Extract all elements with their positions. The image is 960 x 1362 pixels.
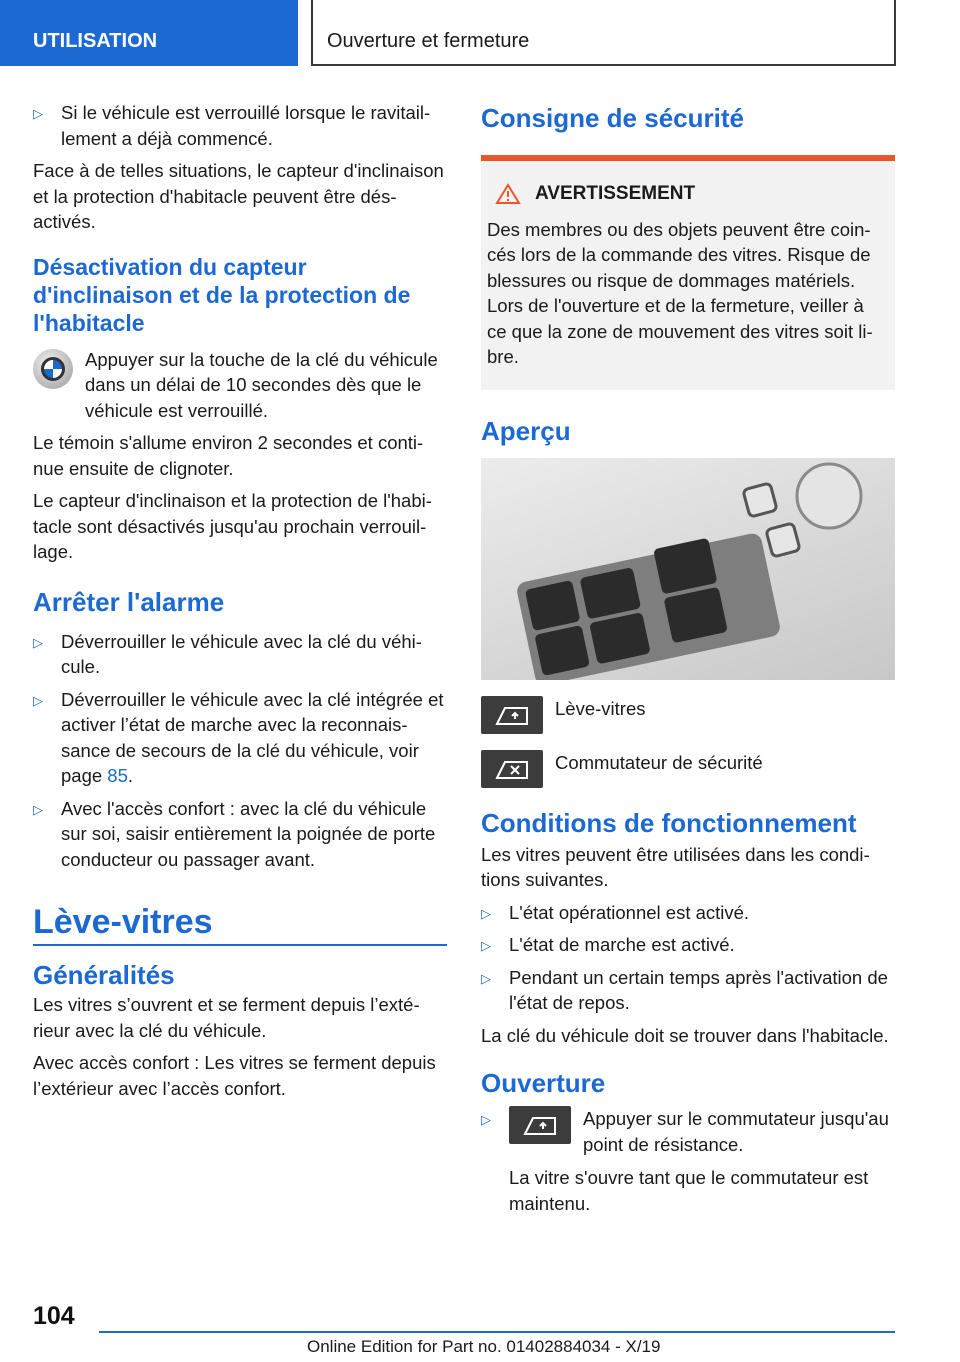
legend-label: Lève-vitres bbox=[555, 697, 646, 719]
paragraph: Le témoin s'allume environ 2 secondes et continue ensuite de clignoter. bbox=[33, 432, 424, 479]
chapter-title: Ouverture et fermeture bbox=[327, 30, 530, 52]
window-lift-icon bbox=[481, 696, 543, 734]
header-chapter bbox=[311, 0, 896, 66]
triangle-bullet-icon: ▷ bbox=[481, 970, 491, 986]
triangle-bullet-icon: ▷ bbox=[33, 634, 43, 650]
edition-text: Online Edition for Part no. 01402884034 - X/19 bbox=[307, 1337, 661, 1356]
list-item: ▷ Appuyer sur le commutateur jusqu'au point de résistance. La vitre s'ouvre tant que le commutateur est maintenu. bbox=[481, 1106, 895, 1216]
footer-divider bbox=[99, 1331, 895, 1333]
safety-switch-icon bbox=[481, 750, 543, 788]
heading-conditions: Conditions de fonctionnement bbox=[481, 807, 857, 838]
list-item: ▷ L'état de marche est activé. bbox=[481, 932, 895, 958]
page-link[interactable]: 85 bbox=[107, 765, 128, 786]
list-item: ▷ Si le véhicule est verrouillé lorsque le ravitaillement a déjà commencé. bbox=[33, 102, 431, 149]
triangle-bullet-icon: ▷ bbox=[481, 905, 491, 921]
list-item: ▷ Déverrouiller le véhicule avec la clé intégrée et activer l’état de marche avec la reconnaissance de secours de la clé du véhicule, voir page 85. bbox=[33, 688, 444, 786]
key-instruction bbox=[33, 347, 447, 431]
heading-opening: Ouverture bbox=[481, 1068, 606, 1098]
heading-divider bbox=[33, 944, 447, 946]
section-title: UTILISATION bbox=[33, 30, 158, 52]
paragraph: La clé du véhicule doit se trouver dans l'habitacle. bbox=[481, 1024, 889, 1046]
window-lift-icon bbox=[509, 1106, 571, 1144]
triangle-bullet-icon: ▷ bbox=[481, 938, 491, 953]
list-item: ▷ Déverrouiller le véhicule avec la clé du véhicule. bbox=[33, 630, 422, 677]
triangle-bullet-icon: ▷ bbox=[481, 1112, 491, 1127]
warning-triangle-icon bbox=[495, 183, 521, 205]
triangle-bullet-icon: ▷ bbox=[33, 106, 43, 121]
legend-safety-switch bbox=[481, 750, 895, 788]
warning-box bbox=[481, 161, 895, 390]
warning-heading: AVERTISSEMENT bbox=[487, 181, 887, 207]
bmw-key-button-icon bbox=[33, 349, 73, 389]
list-item: ▷ Pendant un certain temps après l'activation de l'état de repos. bbox=[481, 966, 888, 1013]
warning-text: Des membres ou des objets peuvent être coincés lors de la commande des vitres. Risque de blessures ou risque de dommages matériels. Lors de l'ouverture et de la fermeture, veiller à ce que la zone de mouvement des vitres soit libre. bbox=[487, 218, 873, 367]
paragraph: Le capteur d'inclinaison et la protection de l'habitacle sont désactivés jusqu'au prochain verrouillage. bbox=[33, 490, 432, 562]
list-item: ▷ L'état opérationnel est activé. bbox=[481, 900, 895, 926]
paragraph: Avec accès confort : Les vitres se ferment depuis l’extérieur avec l’accès confort. bbox=[33, 1052, 436, 1099]
left-column bbox=[33, 100, 447, 1108]
paragraph: Face à de telles situations, le capteur d'inclinaison et la protection d'habitacle peuvent être désactivés. bbox=[33, 160, 444, 232]
paragraph: Les vitres peuvent être utilisées dans les conditions suivantes. bbox=[481, 843, 870, 890]
heading-window-lifts: Lève-vitres bbox=[33, 903, 213, 941]
paragraph: Appuyer sur la touche de la clé du véhicule dans un délai de 10 secondes dès que le véhicule est verrouillé. bbox=[85, 348, 438, 421]
paragraph: Les vitres s’ouvrent et se ferment depuis l’extérieur avec la clé du véhicule. bbox=[33, 994, 420, 1041]
legend-window-lift bbox=[481, 696, 895, 734]
right-column bbox=[481, 100, 895, 1223]
heading-deactivation: Désactivation du capteur d'inclinaison et de la protection de l'habitacle bbox=[33, 253, 411, 336]
triangle-bullet-icon: ▷ bbox=[33, 692, 43, 708]
heading-overview: Aperçu bbox=[481, 415, 571, 446]
list-item: ▷ Avec l'accès confort : avec la clé du véhicule sur soi, saisir entièrement la poignée de porte conducteur ou passager avant. bbox=[33, 797, 436, 870]
heading-general: Généralités bbox=[33, 960, 175, 990]
window-switch-photo bbox=[481, 458, 895, 680]
page-number: 104 bbox=[33, 1302, 75, 1330]
paragraph: La vitre s'ouvre tant que le commutateur est maintenu. bbox=[509, 1167, 869, 1214]
heading-alarm: Arrêter l'alarme bbox=[33, 586, 225, 617]
heading-safety: Consigne de sécurité bbox=[481, 103, 744, 133]
legend-label: Commutateur de sécurité bbox=[555, 751, 763, 773]
header-section bbox=[0, 0, 298, 66]
triangle-bullet-icon: ▷ bbox=[33, 801, 43, 817]
